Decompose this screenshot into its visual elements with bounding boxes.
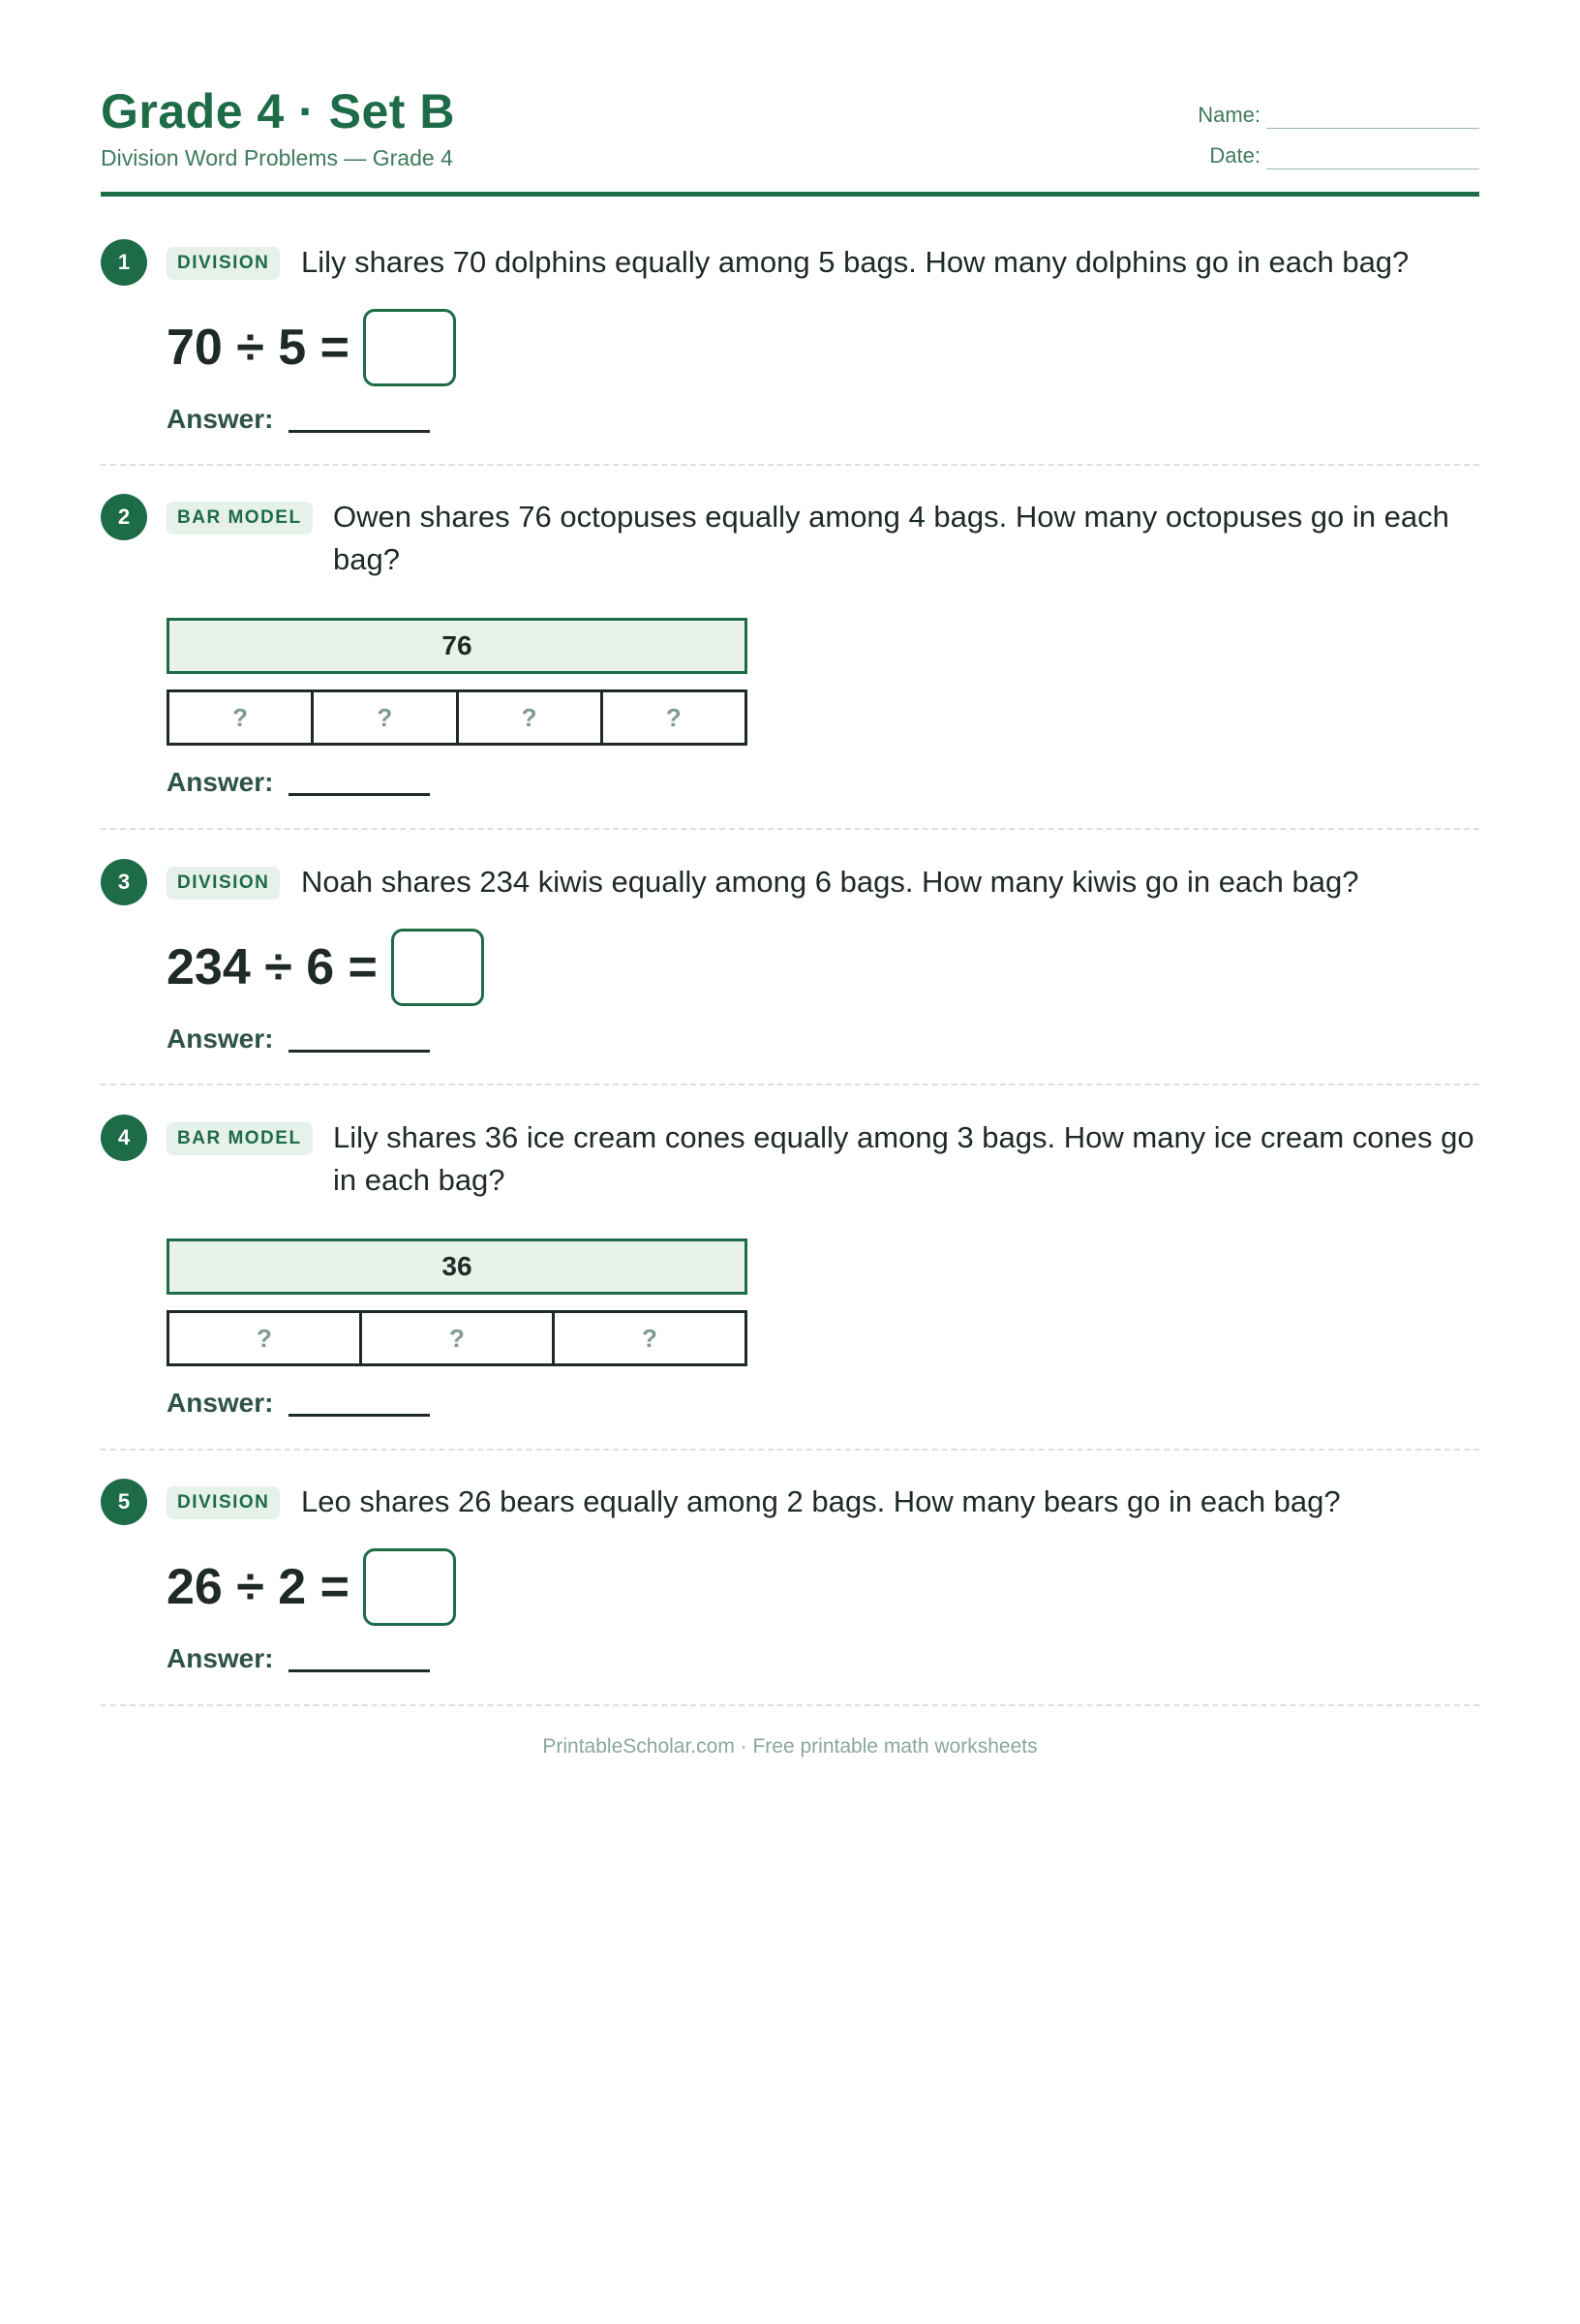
answer-line[interactable] [289,1050,430,1053]
problem-4 [101,1115,1479,1424]
answer-row [167,767,430,798]
equation-text: 70 ÷ 5 = [167,320,350,376]
worksheet-header [101,81,1479,198]
equation-text: 234 ÷ 6 = [167,939,378,995]
problem-divider [101,1084,1479,1086]
bar-model [167,1238,747,1366]
problem-1 [101,239,1479,433]
equation [167,1548,456,1626]
bar-part: ? [459,692,603,743]
bar-total: 36 [167,1238,747,1295]
problem-text: Lily shares 70 dolphins equally among 5 bags. How many dolphins go in each bag? [301,245,1410,279]
problem-5 [101,1479,1479,1672]
bar-part: ? [169,692,314,743]
equation [167,309,456,386]
answer-line[interactable] [289,1414,430,1417]
problem-type-tag: BAR MODEL [167,1122,313,1155]
equation-text: 26 ÷ 2 = [167,1559,350,1615]
page-subtitle: Division Word Problems — Grade 4 [101,145,453,170]
answer-line[interactable] [289,430,430,433]
problem-text: Noah shares 234 kiwis equally among 6 bags. How many kiwis go in each bag? [301,865,1359,899]
name-label: Name: [1198,103,1261,127]
date-label: Date: [1209,143,1261,168]
problem-divider [101,1704,1479,1706]
date-field[interactable] [1266,168,1479,169]
problem-number-badge: 1 [101,239,147,286]
problem-type-tag: DIVISION [167,1486,280,1519]
problem-divider [101,1449,1479,1451]
name-date-fields [1189,99,1479,180]
answer-row [167,404,430,435]
bar-total: 76 [167,618,747,674]
answer-line[interactable] [289,793,430,796]
name-field[interactable] [1266,128,1479,129]
problem-divider [101,464,1479,466]
problem-type-tag: DIVISION [167,867,280,900]
page-title: Grade 4 · Set B [101,84,455,138]
problem-text: Lily shares 36 ice cream cones equally among 3 bags. How many ice cream cones go in each bag? [333,1120,1474,1197]
problem-2 [101,494,1479,804]
problem-number-badge: 4 [101,1115,147,1161]
problem-type-tag: BAR MODEL [167,502,313,535]
problem-type-tag: DIVISION [167,247,280,280]
problem-3 [101,859,1479,1053]
header-divider [101,192,1479,197]
answer-label: Answer: [167,1388,274,1418]
problem-divider [101,828,1479,830]
problem-number-badge: 2 [101,494,147,540]
answer-row [167,1024,430,1055]
date-row [1189,139,1479,180]
bar-part: ? [169,1313,362,1363]
bar-part: ? [362,1313,555,1363]
problem-text: Owen shares 76 octopuses equally among 4 bags. How many octopuses go in each bag? [333,500,1449,576]
answer-label: Answer: [167,1024,274,1054]
page-footer: PrintableScholar.com · Free printable math worksheets [542,1735,1038,1758]
answer-box[interactable] [391,929,484,1006]
answer-line[interactable] [289,1669,430,1672]
answer-row [167,1643,430,1674]
name-row [1189,99,1479,139]
equation [167,929,484,1006]
answer-box[interactable] [363,309,456,386]
bar-part: ? [665,702,682,732]
answer-row [167,1388,430,1419]
bar-model [167,618,747,746]
problem-number-badge: 3 [101,859,147,905]
answer-label: Answer: [167,1643,274,1673]
problem-text: Leo shares 26 bears equally among 2 bags. How many bears go in each bag? [301,1484,1341,1518]
bar-parts [167,1310,747,1366]
bar-part: ? [314,692,458,743]
answer-label: Answer: [167,404,274,434]
bar-part: ? [642,1323,657,1353]
answer-label: Answer: [167,767,274,797]
problem-number-badge: 5 [101,1479,147,1525]
answer-box[interactable] [363,1548,456,1626]
bar-parts [167,689,747,746]
